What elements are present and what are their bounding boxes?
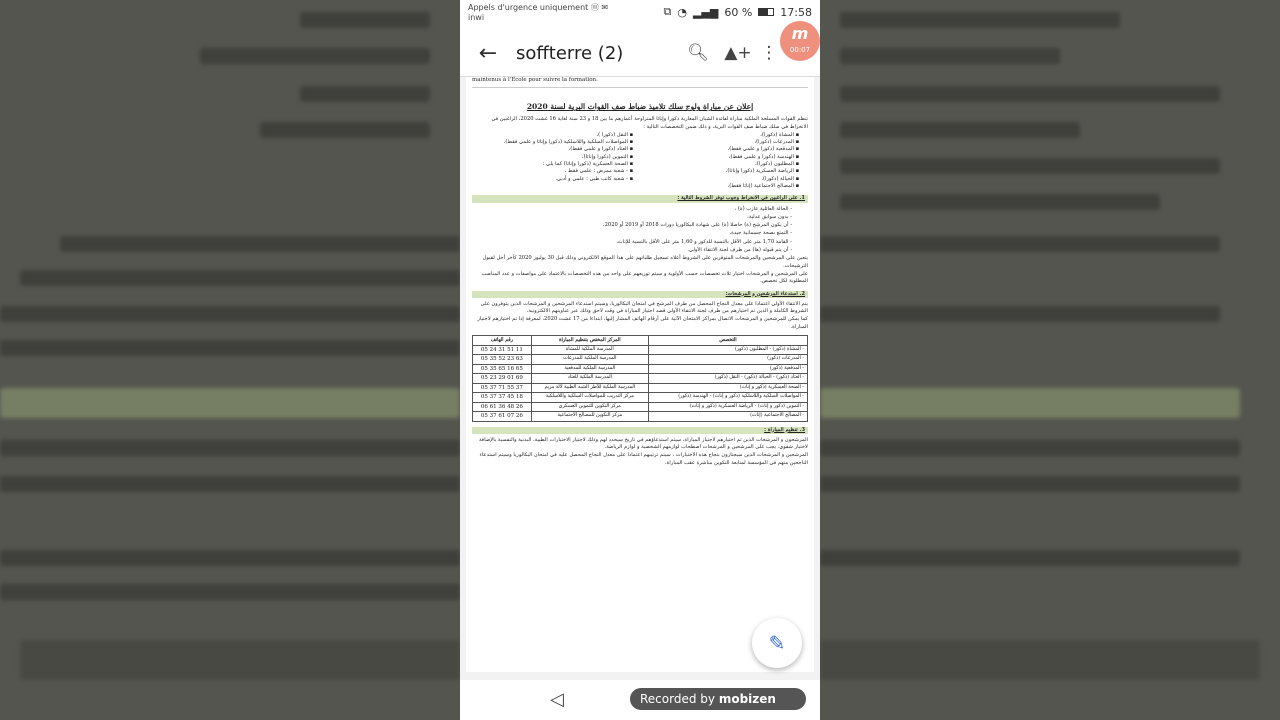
blurred-line — [0, 550, 460, 566]
cell-specialty: - التموين (ذكور و إناث) - الرياضة العسكرية (ذكور و إناث) — [648, 402, 807, 412]
condition-item: - القامة 1,70 متر على الأقل بالنسبة للذكور و 1,60 متر على الأقل بالنسبة للإناث، — [616, 238, 792, 245]
table-row — [473, 393, 808, 403]
section3-paragraph: المرشحين و المرشحات الذين سيجتازون بنجاح هذه الاختبارات ، سيتم ترتيبهم اعتمادا على معدل النجاح المحصل عليه في امتحان البكالوريا وسيتم استدعاء الناجحين منهم في المؤسسة لمتابعة التكوين مباشرة عقب المباراة. — [479, 452, 808, 466]
blurred-line — [260, 122, 430, 138]
blurred-line — [840, 12, 1120, 28]
cell-specialty: - المواصلات السلكية واللاسلكية (ذكور و إناث) - الهندسة (ذكور) — [648, 393, 807, 403]
section2-heading: 2. استدعاء المرشحين و المرشحات: — [472, 291, 808, 298]
cell-phone: 05 35 65 16 65 — [473, 364, 532, 374]
blurred-line — [0, 440, 460, 456]
specialty-item: ▪ الرياضة العسكرية (ذكورا وإناثا)، — [638, 168, 794, 175]
blurred-line — [20, 640, 460, 680]
cell-center: المدرسة الملكية للعتاد — [531, 374, 648, 384]
cell-center: المدرسة الملكية للمشاة — [531, 345, 648, 355]
clock: 17:58 — [780, 5, 812, 19]
specialty-item: ▪ المصالح الاجتماعية (إناثا فقط)، — [638, 183, 794, 190]
signal-icon: ▂▄▆ — [692, 5, 719, 19]
blurred-line — [820, 440, 1240, 456]
cell-center: المدرسة الملكية للمدرعات — [531, 355, 648, 365]
blurred-line — [820, 236, 1220, 252]
table-row — [473, 383, 808, 393]
blurred-line — [0, 476, 460, 492]
previous-page-text: maintenus à l'Ecole pour suivre la formation. — [472, 77, 808, 88]
blurred-line — [820, 306, 1220, 322]
specialty-item: ▪ - شعبة كاتب طبي : علمي و أدبي. — [472, 176, 628, 183]
cell-specialty: - العتاد (ذكور) - الخيالة (ذكور) - النقل (ذكور) — [648, 374, 807, 384]
emergency-calls-text: Appels d'urgence uniquement — [468, 3, 589, 12]
section3-heading: 3. تنظيم المباراة : — [472, 427, 808, 434]
blurred-line — [840, 122, 1080, 138]
search-document-icon[interactable]: 🔍︎ — [687, 43, 709, 63]
condition-item: - أن يكون المرشح (ة) حاصلا (ة) على شهادة البكالوريا دورات 2018 أو 2019 أو 2020، — [602, 222, 792, 229]
blurred-line — [840, 158, 1220, 174]
cell-specialty: - المدفعية (ذكور) — [648, 364, 807, 374]
cast-icon: ⧉ — [663, 5, 672, 18]
watermark-text: Recorded by — [640, 692, 715, 706]
cell-phone: 05 35 52 23 63 — [473, 355, 532, 365]
table-row — [473, 374, 808, 384]
exam-centers-table — [472, 335, 808, 422]
specialty-item: ▪ المدرعات (ذكورا)، — [638, 139, 794, 146]
blurred-line — [840, 48, 1060, 64]
table-row — [473, 412, 808, 422]
announcement-title: إعلان عن مباراة ولوج سلك تلاميذ ضباط صف القوات البرية لسنة 2020 — [526, 102, 754, 112]
cell-phone: 05 23 29 01 69 — [473, 374, 532, 384]
status-bar — [460, 0, 820, 30]
cell-phone: 05 37 61 07 26 — [473, 412, 532, 422]
recorder-logo: m — [791, 24, 809, 43]
blurred-line — [300, 86, 430, 102]
section1-paragraph: يتعين على المرشحين والمرشحات المتوفرين على الشروط أعلاه تسجيل طلباتهم على هذا الموقع الالكتروني وذلك قبل 30 يوليوز 2020 كآخر أجل لقبول الترشيحات. — [482, 255, 808, 269]
nav-back-triangle-icon[interactable]: ◁ — [550, 689, 564, 710]
section1-paragraph: على المرشحين و المرشحات اختيار ثلاث تخصصات حسب الأولوية و سيتم توزيعهم على واحد من هذه التخصصات بالاعتماد على مواصفات و عدد المناصب المطلوبة لكل تخصص. — [481, 270, 808, 285]
blurred-line — [820, 550, 1240, 566]
phone-screen — [460, 0, 820, 720]
wifi-icon: ◔ — [677, 5, 687, 19]
specialties-column-left — [472, 132, 628, 190]
section2-paragraph: كما يمكن للمرشحين و المرشحات الاتصال بمراكز الامتحان الآتية على أرقام الهاتف المشار إليها، ابتداءا من 17 غشت 2020، لمعرفة إذا تم اختيارهم لاجتياز المباراة. — [477, 316, 808, 330]
column-header: المركز المختص بتنظيم المباراة — [531, 336, 648, 346]
specialty-item: ▪ المشاة (ذكورا)، — [638, 132, 794, 139]
cell-center: مركز التدريب للمواصلات السلكية واللاسلكية — [531, 393, 648, 403]
table-row — [473, 355, 808, 365]
blurred-line — [820, 476, 1240, 492]
section2-paragraph: يتم الانتقاء الأولي اعتمادا على معدل النجاح المحصل من طرف المرشح في امتحان البكالوريا، وسيتم استدعاء المرشحين و المرشحات الذين يتوفرون على الشروط الكاملة و الذين تم اختيارهم من طرف لجنة الانتقاء الأولي قصد اجتياز المباراة في وقت لاحق وذلك عبر عناوينهم الالكترونية. — [480, 300, 808, 315]
condition-item: - بدون سوابق عدلية، — [747, 213, 792, 220]
condition-item: - الحالة العائلية عازب (ة) ، — [734, 205, 792, 212]
cell-center: مركز التكوين للتموين العسكري — [531, 402, 648, 412]
blurred-line — [200, 48, 430, 64]
cell-phone: 05 37 71 55 37 — [473, 383, 532, 393]
specialty-item: ▪ التموين (ذكورا وإناثا)، — [472, 154, 628, 161]
blurred-line — [820, 640, 1260, 680]
recorder-timer: 00:07 — [789, 46, 811, 54]
specialty-item: ▪ الخيالة (ذكورا)، — [638, 176, 794, 183]
blurred-line — [840, 194, 1160, 210]
more-vert-icon[interactable]: ⋮ — [760, 43, 778, 63]
cell-specialty: - الصحة العسكرية (ذكور و إناث) — [648, 383, 807, 393]
blurred-background-left — [0, 0, 460, 720]
cell-center: مركز التكوين للمصالح الاجتماعية — [531, 412, 648, 422]
cell-phone: 05 24 31 51 11 — [473, 345, 532, 355]
cell-phone: 06 61 36 48 26 — [473, 402, 532, 412]
blurred-line — [20, 270, 460, 286]
cell-specialty: - المشاة (ذكور) - المظليون (ذكور) — [648, 345, 807, 355]
mobizen-notification-icon: ⓜ — [590, 3, 599, 12]
specialty-item: ▪ العتاد (ذكورا و علمي فقط)، — [472, 146, 628, 153]
document-viewer[interactable] — [460, 76, 820, 680]
blurred-background-right — [820, 0, 1280, 720]
battery-percent: 60 % — [724, 5, 753, 19]
blurred-line — [0, 340, 460, 356]
table-row — [473, 364, 808, 374]
condition-item: - أن يتم قبوله (ها) من طرف لجنة الانتقاء الأولي. — [687, 247, 792, 254]
document-title: soffterre (2) — [516, 42, 624, 64]
blurred-line — [840, 86, 1220, 102]
cell-center: المدرسة الملكية للمدفعية — [531, 364, 648, 374]
blurred-line — [0, 306, 460, 322]
specialty-item: ▪ الهندسة (ذكورا و علمي فقط)، — [638, 154, 794, 161]
specialties-list — [472, 132, 808, 190]
document-page — [466, 77, 814, 672]
carrier-name: inwi — [468, 13, 485, 22]
conditions-list — [472, 206, 808, 255]
section3-paragraph: المرشحون و المرشحات الذين تم اختيارهم لاجتياز المباراة، سيتم استدعاؤهم في تاريخ سيحدد لهم وذلك لاجتياز الاختبارات الطبية، البدنية والنفسية بالإضافة لاختبار شفوي. يجب على المرشحين و المرشحات اصطحاب لوازمهم الشخصية و لوازم الرياضة. — [479, 436, 808, 451]
condition-item: - التمتع بصحة جسمانية جيدة، — [729, 230, 792, 237]
blurred-line — [0, 388, 460, 418]
blurred-line — [820, 388, 1240, 418]
specialty-item: ▪ المواصلات السلكية واللاسلكية (ذكورا وإناثا و علمي فقط)، — [472, 139, 628, 146]
cell-specialty: - المصالح الاجتماعية (إناث) — [648, 412, 807, 422]
blurred-line — [300, 12, 430, 28]
recorder-watermark — [630, 688, 806, 710]
section1-heading: 1. على الراغبين في الانخراط وجوب توفر الشروط التالية : — [472, 195, 808, 202]
app-bar — [460, 24, 820, 76]
blurred-line — [60, 236, 460, 252]
cell-specialty: - المدرعات (ذكور) — [648, 355, 807, 365]
specialties-column-right — [638, 132, 794, 190]
column-header: رقم الهاتف — [473, 336, 532, 346]
navigation-bar — [460, 680, 820, 720]
table-row — [473, 402, 808, 412]
cell-phone: 05 37 37 45 18 — [473, 393, 532, 403]
intro-paragraph: تنظم القوات المسلحة الملكية مباراة لفائدة الشبان المغاربة ذكورا وإناثا المتراوحة أعمارهم ما بين 18 و 23 سنة لغاية 16 غشت 2020، الراغبين في الانخراط في سلك ضباط صف القوات البرية، و ذلك ضمن التخصصات التالية : — [491, 116, 808, 130]
blurred-line — [0, 584, 460, 600]
arrow-back-icon[interactable]: ← — [478, 40, 498, 66]
edit-pencil-icon: ✎ — [768, 631, 786, 655]
mail-icon: ✉ — [601, 3, 609, 12]
drive-add-icon[interactable]: ▲+ — [724, 43, 752, 63]
specialty-item: ▪ المدفعية (ذكورا و علمي فقط)، — [638, 146, 794, 153]
specialty-item: ▪ الصحة العسكرية (ذكورا وإناثا) كما يلي : — [472, 161, 628, 168]
edit-button[interactable] — [752, 618, 802, 668]
battery-icon — [758, 8, 774, 16]
specialty-item: ▪ - شعبة ممرض : علمي فقط ، — [472, 168, 628, 175]
cell-center: المدرسة الملكية للأطر الشبه الطبية لالة مريم — [531, 383, 648, 393]
table-row — [473, 345, 808, 355]
recorder-badge[interactable] — [780, 21, 820, 61]
specialty-item: ▪ المظليون (ذكورا)، — [638, 161, 794, 168]
column-header: التخصص — [648, 336, 807, 346]
specialty-item: ▪ النقل (ذكورا )، — [472, 132, 628, 139]
watermark-brand: mobizen — [718, 692, 776, 706]
